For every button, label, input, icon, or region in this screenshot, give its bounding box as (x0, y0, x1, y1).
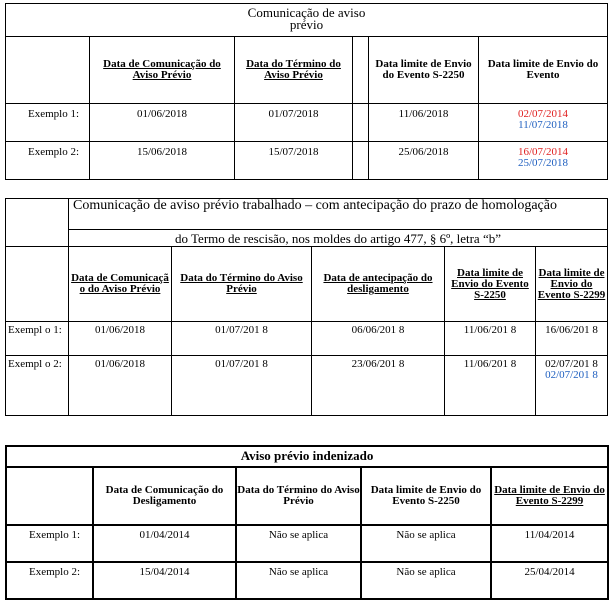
table3-row1-limite-s2299: 11/04/2014 (491, 525, 608, 562)
table1-header-limite-evento: Data limite de Envio do Evento (479, 37, 608, 104)
table1-row2-limite-evento-red: 16/07/2014 (517, 146, 569, 158)
table1-row2-limite-s2250: 25/06/2018 (369, 142, 479, 180)
table2-row2-limite-s2299-value: 02/07/201 8 (545, 358, 598, 370)
table2-header-empty (6, 247, 69, 322)
table1-row2-spacer (353, 142, 369, 180)
table1-row2-comunicacao: 15/06/2018 (90, 142, 235, 180)
table2-row1-termino: 01/07/201 8 (172, 322, 312, 356)
table3-row1-limite-s2250: Não se aplica (361, 525, 491, 562)
table1-row1-comunicacao: 01/06/2018 (90, 104, 235, 142)
table3-title: Aviso prévio indenizado (6, 446, 608, 467)
table3-header-limite-s2250: Data limite de Envio do Evento S-2250 (361, 467, 491, 525)
table2-header-comunicacao: Data de Comunicaçã o do Aviso Prévio (69, 247, 172, 322)
table-aviso-previo-trabalhado (5, 198, 608, 416)
table3-header-comunicacao: Data de Comunicação do Desligamento (93, 467, 236, 525)
table1-header-termino: Data do Término do Aviso Prévio (235, 37, 353, 104)
table2-row2-label: Exempl o 2: (6, 356, 69, 416)
table2-corner (6, 199, 69, 247)
table1-row2-limite-evento-blue: 25/07/2018 (517, 157, 569, 169)
table2-row2-termino: 01/07/201 8 (172, 356, 312, 416)
table3-row1-termino: Não se aplica (236, 525, 361, 562)
table3-header-termino: Data do Término do Aviso Prévio (236, 467, 361, 525)
table1-row2-limite-evento (479, 142, 608, 180)
table2-row2-limite-s2250: 11/06/201 8 (445, 356, 536, 416)
table2-row2-limite-s2299-blue: 02/07/201 8 (545, 369, 598, 381)
table3-row2-limite-s2250: Não se aplica (361, 562, 491, 599)
table1-row2-termino: 15/07/2018 (235, 142, 353, 180)
table1-row1-label: Exemplo 1: (6, 104, 90, 142)
table1-row2-label: Exemplo 2: (6, 142, 90, 180)
table-comunicacao-aviso-previo (5, 3, 608, 180)
table2-row1-antecipacao: 06/06/201 8 (312, 322, 445, 356)
table1-header-comunicacao: Data de Comunicação do Aviso Prévio (90, 37, 235, 104)
table2-row1-comunicacao: 01/06/2018 (69, 322, 172, 356)
table-aviso-previo-indenizado (5, 445, 609, 600)
table3-row1-comunicacao: 01/04/2014 (93, 525, 236, 562)
table1-title-line1: Comunicação de aviso (247, 5, 366, 20)
table3-row2-label: Exemplo 2: (6, 562, 93, 599)
table3-row2-comunicacao: 15/04/2014 (93, 562, 236, 599)
table2-row1-limite-s2250: 11/06/201 8 (445, 322, 536, 356)
table1-header-empty (6, 37, 90, 104)
table3-row2-limite-s2299: 25/04/2014 (491, 562, 608, 599)
table1-row1-termino: 01/07/2018 (235, 104, 353, 142)
table1-title-line2: prévio (289, 17, 324, 32)
table2-header-limite-s2250: Data limite de Envio do Evento S-2250 (445, 247, 536, 322)
table3-row2-termino: Não se aplica (236, 562, 361, 599)
table2-header-termino: Data do Término do Aviso Prévio (172, 247, 312, 322)
table2-row1-label: Exempl o 1: (6, 322, 69, 356)
table2-title: Comunicação de aviso prévio trabalhado – com antecipação do prazo de homologação (69, 199, 608, 230)
table3-row1-label: Exemplo 1: (6, 525, 93, 562)
table1-row1-limite-s2250: 11/06/2018 (369, 104, 479, 142)
table2-header-antecipacao: Data de antecipação do desligamento (312, 247, 445, 322)
table3-header-limite-s2299: Data limite de Envio do Evento S-2299 (491, 467, 608, 525)
table2-header-limite-s2299: Data limite de Envio do Evento S-2299 (536, 247, 608, 322)
table2-row2-comunicacao: 01/06/2018 (69, 356, 172, 416)
table3-header-empty (6, 467, 93, 525)
table1-row1-limite-evento-red: 02/07/2014 (517, 108, 569, 120)
table1-row1-spacer (353, 104, 369, 142)
table2-row1-limite-s2299-value: 16/06/201 8 (545, 324, 598, 336)
table1-title (6, 4, 608, 37)
table2-row1-limite-s2299 (536, 322, 608, 356)
table2-subtitle: do Termo de rescisão, nos moldes do artigo 477, § 6º, letra “b” (69, 230, 608, 247)
table1-row1-limite-evento-blue: 11/07/2018 (518, 119, 568, 131)
table1-header-spacer (353, 37, 369, 104)
table2-row2-antecipacao: 23/06/201 8 (312, 356, 445, 416)
table1-row1-limite-evento (479, 104, 608, 142)
table1-header-limite-s2250: Data limite de Envio do Evento S-2250 (369, 37, 479, 104)
table2-row2-limite-s2299 (536, 356, 608, 416)
